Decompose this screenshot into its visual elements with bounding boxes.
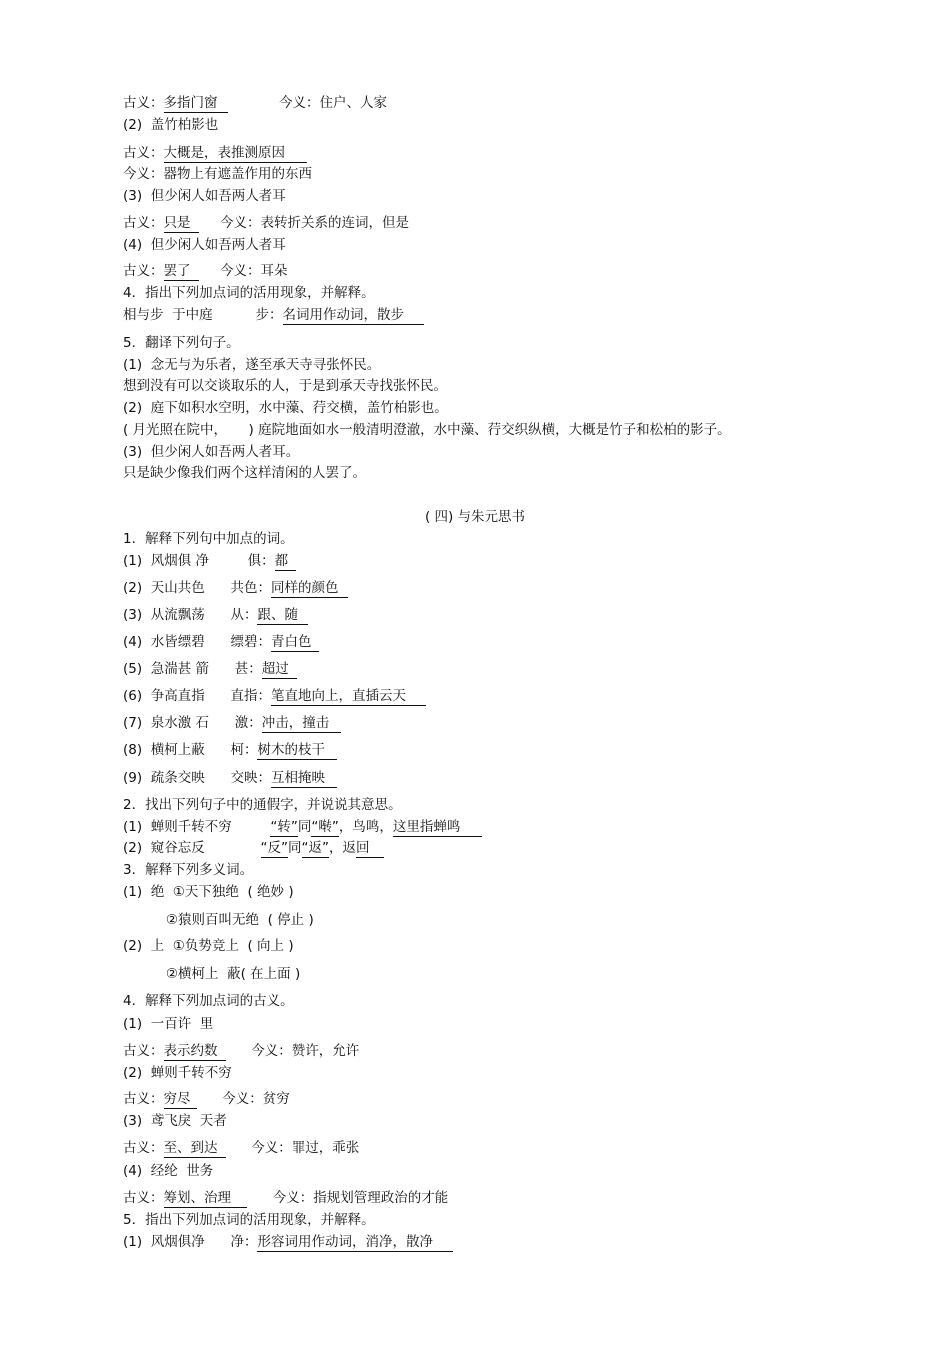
answer-underlined: 这里指蝉鸣 [393, 819, 483, 837]
answer-underlined: 超过 [262, 661, 297, 679]
text-line [123, 1212, 375, 1229]
text-line [123, 884, 294, 901]
answer-underlined: 至、到达 [164, 1140, 226, 1158]
text-line [123, 444, 299, 461]
answer-underlined: 筹划、治理 [164, 1190, 248, 1208]
text-segment: 今义：表转折关系的连词，但是 [198, 215, 409, 231]
text-line [123, 1091, 290, 1108]
text-line [123, 966, 300, 983]
text-segment: 古义： [123, 1043, 164, 1059]
answer-underlined: 都 [275, 553, 297, 571]
answer-underlined: 多指门窗 [164, 95, 228, 113]
text-line [123, 607, 308, 624]
text-segment: (2) 蝉则千转不穷 [123, 1065, 232, 1081]
text-line [123, 1190, 448, 1207]
text-segment: 古义： [123, 145, 164, 161]
text-segment: 古义： [123, 1140, 164, 1156]
text-line [123, 215, 409, 232]
answer-underlined: 同样的颜色 [271, 580, 349, 598]
text-line [123, 862, 253, 879]
text-segment: (8) 横柯上蔽 柯： [123, 742, 258, 758]
text-segment: 古义： [123, 1190, 164, 1206]
text-segment: (3) 但少闲人如吾两人者耳。 [123, 444, 300, 460]
answer-underlined: “转” [270, 819, 298, 835]
text-segment: 2．找出下列句子中的通假字，并说说其意思。 [123, 797, 402, 813]
answer-underlined: “啭” [311, 819, 339, 835]
text-line [123, 661, 297, 678]
text-line [123, 912, 314, 929]
section-title: ( 四) 与朱元思书 [424, 509, 526, 525]
text-line [123, 465, 366, 482]
text-line [123, 840, 384, 857]
text-segment: (4) 但少闲人如吾两人者耳 [123, 237, 286, 253]
text-segment: 相与步 于中庭 步： [123, 307, 283, 323]
text-segment: (9) 疏条交映 交映： [123, 770, 271, 786]
text-line [123, 95, 387, 112]
text-segment: (4) 经纶 世务 [123, 1163, 214, 1179]
text-segment: 想到没有可以交谈取乐的人，于是到承天寺找张怀民。 [123, 378, 447, 394]
text-line [123, 1163, 213, 1180]
answer-underlined: 只是 [164, 215, 199, 233]
text-segment: (1) 一百许 里 [123, 1016, 214, 1032]
text-segment: 同 [297, 819, 312, 835]
text-line [123, 634, 319, 651]
answer-underlined: 表示约数 [164, 1043, 226, 1061]
text-line [123, 531, 294, 548]
text-segment: 只是缺少像我们两个这样清闲的人罢了。 [123, 465, 366, 481]
text-line [123, 715, 341, 732]
answer-underlined: 树木的枝干 [257, 742, 337, 760]
text-line [123, 285, 375, 302]
text-line [123, 166, 312, 183]
text-line [123, 797, 402, 814]
text-line [123, 1065, 232, 1082]
text-segment: ( 月光照在院中， ) 庭院地面如水一般清明澄澈，水中藻、荇交织纵横，大概是竹子和松柏的影子。 [123, 422, 731, 438]
text-segment: 1．解释下列句中加点的词。 [123, 531, 294, 547]
text-line [123, 938, 294, 955]
answer-underlined: 穷尽 [164, 1091, 197, 1109]
text-segment: 今义：器物上有遮盖作用的东西 [123, 166, 312, 182]
text-segment: 今义：耳朵 [198, 263, 288, 279]
text-segment: (5) 急湍甚 箭 甚： [123, 661, 262, 677]
text-segment: 3．解释下列多义词。 [123, 862, 254, 878]
text-line [123, 580, 348, 597]
text-segment: 今义：罪过，乖张 [225, 1140, 360, 1156]
answer-underlined: 跟、随 [257, 607, 308, 625]
text-line [123, 1016, 213, 1033]
text-segment: ②猿则百叫无绝 ( 停止 ) [123, 912, 314, 928]
text-segment: 4．指出下列加点词的活用现象，并解释。 [123, 285, 375, 301]
answer-underlined: “反” [260, 840, 288, 856]
text-segment: (2) 天山共色 共色： [123, 580, 271, 596]
text-segment: ，鸟鸣， [338, 819, 393, 835]
text-segment: (3) 从流飘荡 从： [123, 607, 258, 623]
text-segment: (2) 上 ①负势竞上 ( 向上 ) [123, 938, 294, 954]
text-segment: 古义： [123, 263, 164, 279]
answer-underlined: 互相掩映 [271, 770, 337, 788]
text-segment: (2) 盖竹柏影也 [123, 117, 219, 133]
text-segment: 今义：赞许，允许 [225, 1043, 360, 1059]
text-segment: (4) 水皆缥碧 缥碧： [123, 634, 271, 650]
text-segment: (1) 风烟俱净 净： [123, 1234, 258, 1250]
answer-underlined: 形容词用作动词，消净，散净 [257, 1234, 453, 1252]
text-line [123, 422, 731, 439]
text-line [123, 378, 447, 395]
text-segment: 4．解释下列加点词的古义。 [123, 993, 294, 1009]
text-line [123, 237, 286, 254]
text-segment: (2) 庭下如积水空明，水中藻、荇交横，盖竹柏影也。 [123, 400, 448, 416]
answer-underlined: 青白色 [271, 634, 320, 652]
answer-underlined: “返” [301, 840, 329, 856]
text-segment: (2) 窥谷忘反 [123, 840, 261, 856]
text-segment: 5．指出下列加点词的活用现象，并解释。 [123, 1212, 375, 1228]
text-segment: (1) 绝 ①天下独绝 ( 绝妙 ) [123, 884, 294, 900]
text-segment: 今义：住户、人家 [227, 95, 387, 111]
text-segment: ，返 [329, 840, 356, 856]
text-segment: ②横柯上 蔽( 在上面 ) [123, 966, 301, 982]
answer-underlined: 名词用作动词，散步 [283, 307, 425, 325]
answer-underlined: 回 [356, 840, 384, 858]
answer-underlined: 罢了 [164, 263, 199, 281]
text-line [123, 770, 337, 787]
text-segment: 古义： [123, 215, 164, 231]
text-segment: 古义： [123, 1091, 164, 1107]
text-line [123, 1234, 453, 1251]
text-segment: 今义：指规划管理政治的才能 [247, 1190, 449, 1206]
text-segment: (3) 鸢飞戾 天者 [123, 1113, 227, 1129]
answer-underlined: 笔直地向上，直插云天 [271, 688, 426, 706]
text-line [123, 993, 294, 1010]
text-line [123, 400, 448, 417]
text-line [123, 1140, 359, 1157]
text-line [123, 553, 296, 570]
text-line [123, 188, 286, 205]
text-segment: (1) 念无与为乐者，遂至承天寺寻张怀民。 [123, 357, 381, 373]
text-segment: 今义：贫穷 [196, 1091, 290, 1107]
text-line [123, 688, 426, 705]
text-line [123, 1113, 227, 1130]
text-segment: 同 [288, 840, 302, 856]
text-segment: (1) 风烟俱 净 俱： [123, 553, 275, 569]
text-segment: (6) 争高直指 直指： [123, 688, 271, 704]
text-segment: 古义： [123, 95, 164, 111]
text-segment: 5．翻译下列句子。 [123, 335, 240, 351]
text-line [123, 263, 287, 280]
text-line [123, 307, 424, 324]
text-line [123, 145, 307, 162]
text-segment: (7) 泉水激 石 激： [123, 715, 262, 731]
text-line [123, 1043, 359, 1060]
answer-underlined: 冲击，撞击 [262, 715, 342, 733]
text-segment: (3) 但少闲人如吾两人者耳 [123, 188, 286, 204]
answer-underlined: 大概是，表推测原因 [164, 145, 308, 163]
text-segment: (1) 蝉则千转不穷 [123, 819, 271, 835]
text-line [123, 819, 482, 836]
text-line [123, 335, 240, 352]
text-line [123, 742, 337, 759]
text-line [123, 117, 218, 134]
text-line [123, 357, 380, 374]
